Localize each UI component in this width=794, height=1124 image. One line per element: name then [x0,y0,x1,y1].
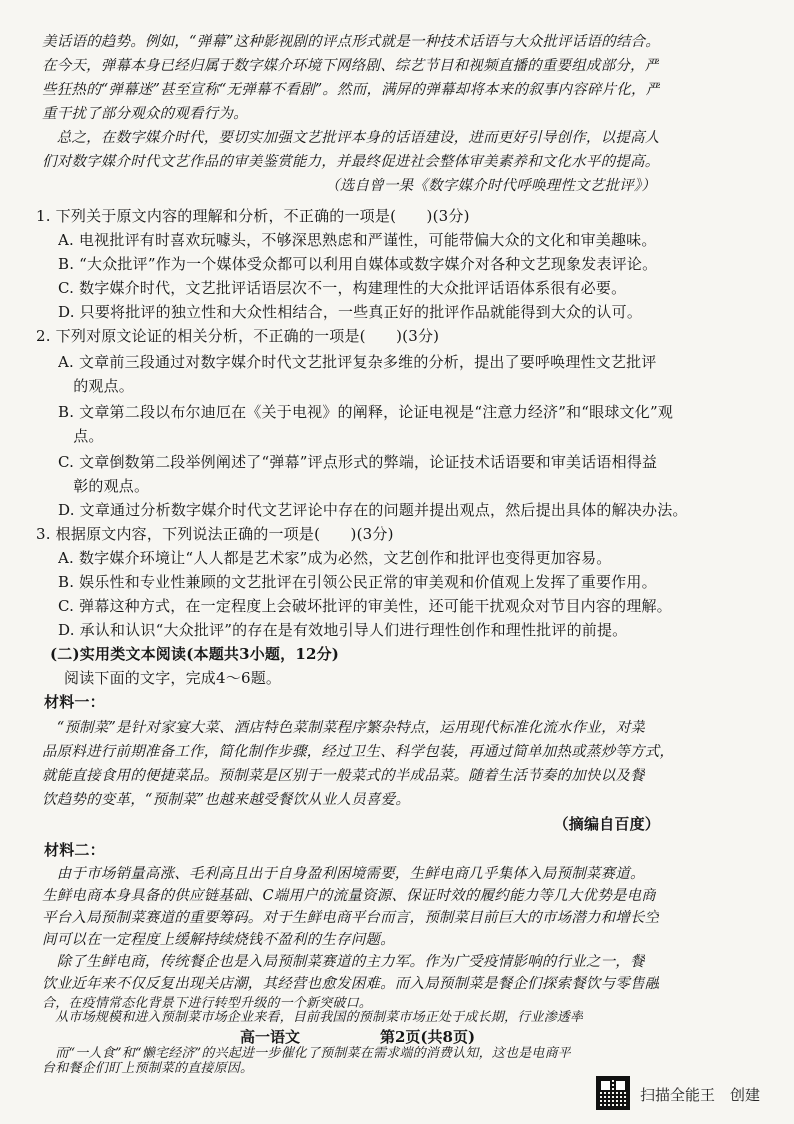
material-line: 间可以在一定程度上缓解持续烧钱不盈利的生存问题。 [42,932,395,948]
material-line: 从市场规模和进入预制菜市场企业来看，目前我国的预制菜市场正处于成长期，行业渗透率 [42,1010,584,1025]
material-line: 由于市场销量高涨、毛利高且出于自身盈利困境需要，生鲜电商几乎集体入局预制菜赛道。 [42,866,645,882]
scanner-watermark [596,1076,786,1112]
question-option-continued: 点。 [58,427,104,445]
qr-code-icon [596,1076,630,1110]
question-option: B. 娱乐性和专业性兼顾的文艺批评在引领公民正常的审美观和价值观上发挥了重要作用。 [58,573,657,591]
question-option: A. 数字媒介环境让“人人都是艺术家”成为必然，文艺创作和批评也变得更加容易。 [58,549,612,567]
material-line: 合，在疫情常态化背景下进行转型升级的一个新突破口。 [42,996,373,1011]
material-line: 品原料进行前期准备工作，简化制作步骤，经过卫生、科学包装，再通过简单加热或蒸炒等方式， [42,744,675,760]
material-line: 除了生鲜电商，传统餐企也是入局预制菜赛道的主力军。作为广受疫情影响的行业之一，餐 [42,954,645,970]
passage-line: 们对数字媒介时代文艺作品的审美鉴赏能力，并最终促进社会整体审美素养和文化水平的提高。 [42,154,660,170]
material-label: 材料一： [44,693,105,711]
material-line: 饮业近年来不仅反复出现关店潮，其经营也愈发困难。而入局预制菜是餐企们探索餐饮与零售融 [42,976,660,992]
watermark-text: 扫描全能王 创建 [640,1086,761,1104]
material-line: 饮趋势的变革，“预制菜”也越来越受餐饮从业人员喜爱。 [42,792,411,808]
material-line: 生鲜电商本身具备的供应链基础、C端用户的流量资源、保证时效的履约能力等几大优势是电商 [42,888,656,904]
question-option: B. 文章第二段以布尔迪厄在《关于电视》的阐释，论证电视是“注意力经济”和“眼球文化”观 [58,403,674,421]
footer-page-number: 第2页(共8页) [380,1028,476,1046]
passage-line: 美话语的趋势。例如，“弹幕”这种影视剧的评点形式就是一种技术话语与大众批评话语的结合。 [42,34,660,50]
section-instruction: 阅读下面的文字，完成4～6题。 [64,669,282,687]
section-heading: (二)实用类文本阅读(本题共3小题，12分) [50,645,340,663]
material-line: 平台入局预制菜赛道的重要筹码。对于生鲜电商平台而言，预制菜目前巨大的市场潜力和增长空 [42,910,660,926]
question-option: A. 文章前三段通过对数字媒介时代文艺批评复杂多维的分析，提出了要呼唤理性文艺批评 [58,353,657,371]
question-option-continued: 彰的观点。 [58,477,150,495]
question-option: D. 只要将批评的独立性和大众性相结合，一些真正好的批评作品就能得到大众的认可。 [58,303,643,321]
question-option: C. 数字媒介时代，文艺批评话语层次不一，构建理性的大众批评话语体系很有必要。 [58,279,627,297]
question-option: B. “大众批评”作为一个媒体受众都可以利用自媒体或数字媒介对各种文艺现象发表评论。 [58,255,658,273]
question-stem: 3. 根据原文内容，下列说法正确的一项是( )(3分) [36,525,394,543]
question-option-continued: 的观点。 [58,377,135,395]
passage-line: 总之，在数字媒介时代，要切实加强文艺批评本身的话语建设，进而更好引导创作，以提高人 [42,130,660,146]
question-stem: 1. 下列关于原文内容的理解和分析，不正确的一项是( )(3分) [36,207,470,225]
question-option: C. 文章倒数第二段举例阐述了“弹幕”评点形式的弊端，论证技术话语要和审美话语相得益 [58,453,658,471]
footer-subject: 高一语文 [240,1028,301,1046]
question-option: C. 弹幕这种方式，在一定程度上会破坏批评的审美性，还可能干扰观众对节目内容的理解。 [58,597,672,615]
question-option: D. 承认和认识“大众批评”的存在是有效地引导人们进行理性创作和理性批评的前提。 [58,621,628,639]
passage-line: 重干扰了部分观众的观看行为。 [42,106,248,122]
page-footer [0,1026,794,1048]
question-option: A. 电视批评有时喜欢玩噱头，不够深思熟虑和严谨性，可能带偏大众的文化和审美趣味。 [58,231,657,249]
material-line: 而“一人食”和“懒宅经济”的兴起进一步催化了预制菜在需求端的消费认知，这也是电商平 [42,1046,571,1061]
source-note: （选自曾一果《数字媒介时代呼唤理性文艺批评》） [325,178,656,194]
material-line: 台和餐企们盯上预制菜的直接原因。 [42,1061,254,1076]
question-stem: 2. 下列对原文论证的相关分析，不正确的一项是( )(3分) [36,327,440,345]
material-source: （摘编自百度） [553,815,660,833]
passage-line: 在今天，弹幕本身已经归属于数字媒介环境下网络剧、综艺节目和视频直播的重要组成部分，严 [42,58,660,74]
material-line: 就能直接食用的便捷菜品。预制菜是区别于一般菜式的半成品菜。随着生活节奏的加快以及餐 [42,768,645,784]
passage-line: 些狂热的“弹幕迷”甚至宣称“无弹幕不看剧”。然而，满屏的弹幕却将本来的叙事内容碎片化，严 [42,82,661,98]
material-label: 材料二： [44,841,105,859]
question-option: D. 文章通过分析数字媒介时代文艺评论中存在的问题并提出观点，然后提出具体的解决办法。 [58,501,688,519]
material-line: “预制菜”是针对家宴大菜、酒店特色菜制菜程序繁杂特点，运用现代标准化流水作业，对菜 [42,720,646,736]
